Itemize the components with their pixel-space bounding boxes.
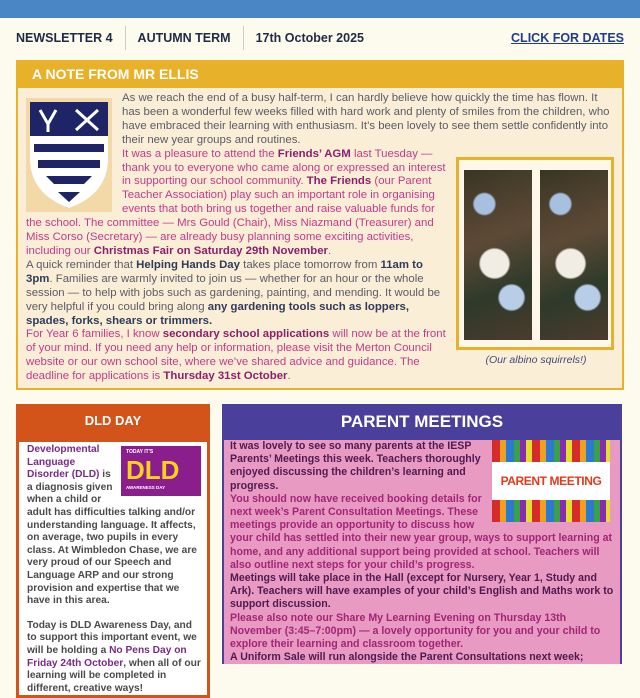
bold-text: any gardening tools such as loppers, spades, forks, shears or trimmers. xyxy=(26,300,410,327)
click-for-dates-link[interactable]: CLICK FOR DATES xyxy=(511,31,624,45)
badge-big-text: DLD xyxy=(126,455,180,486)
school-logo xyxy=(26,98,112,212)
pencils-graphic xyxy=(492,500,610,522)
paragraph xyxy=(230,572,616,612)
section-title: DLD DAY xyxy=(19,404,207,442)
head-note-section xyxy=(16,60,624,390)
parent-meetings-body xyxy=(224,440,620,664)
text: Please also note our Share My Learning Evening on Thursday 13th November (3:45–7:00pm) — a lovely opportunity for you and your child to explore their learning and classroom together. xyxy=(230,611,601,651)
paragraph xyxy=(230,612,616,652)
bold-text: Christmas Fair on Saturday 29th November xyxy=(93,244,328,257)
divider xyxy=(243,26,244,50)
parent-meetings-section xyxy=(222,404,622,664)
text: It was a pleasure to attend the xyxy=(122,147,278,160)
text: , when all of our learning will be completed in different, creative ways! xyxy=(27,657,201,694)
text: It was lovely to see so many parents at the IESP Parents’ Meetings this week. Teachers thoroughly enjoyed discussing the children’s learning and progress. xyxy=(230,440,481,492)
text: last Tuesday — thank you to everyone who came along or expressed an interest in supporting our school community. xyxy=(122,147,446,188)
bold-text: Friends’ AGM xyxy=(277,147,351,160)
image-text: PARENT MEETING xyxy=(500,474,602,489)
section-title: PARENT MEETINGS xyxy=(224,404,620,440)
paragraph xyxy=(27,620,201,696)
bold-text: Helping Hands Day xyxy=(136,258,240,271)
squirrel-photos xyxy=(456,157,616,369)
text: Today is DLD Awareness Day, and to support this important event, we will be holding a xyxy=(27,619,197,656)
section-title: A NOTE FROM MR ELLIS xyxy=(18,60,622,88)
dld-awareness-badge xyxy=(121,446,201,496)
text: . xyxy=(327,244,332,257)
text: You should now have received booking details for next week’s Parent Consultation Meetings. These meetings provide an opportunity to discuss how your child has settled into their new year group, ways to support learning at home, and any additional support being provided at school. Teachers will also outline next steps for your child’s progress. xyxy=(230,492,613,571)
top-bar xyxy=(0,0,640,18)
parent-meeting-image xyxy=(492,440,610,522)
bold-text: secondary school applications xyxy=(162,328,330,341)
badge-small-text: TODAY IT'S xyxy=(126,449,154,456)
dld-day-section xyxy=(16,404,210,698)
bold-text: 11am to 3pm xyxy=(26,258,423,285)
text: . xyxy=(287,370,291,383)
bold-text: Thursday 31st October xyxy=(163,370,288,383)
bold-text: Developmental Language Disorder (DLD) xyxy=(27,444,100,481)
text: A quick reminder that xyxy=(26,258,137,271)
bold-text: The Friends xyxy=(306,175,372,188)
text: is a diagnosis given when a child or adult has difficulties talking and/or understanding language. It affects, on average, two pupils in every class. At Wimbledon Chase, we are very proud of our Speech and Language ARP and our strong provision and expertise that we have in this area. xyxy=(27,469,197,607)
text: A Uniform Sale will run alongside the Parent Consultations next week; xyxy=(230,651,584,664)
pencils-graphic xyxy=(492,440,610,462)
note-body xyxy=(18,88,622,384)
text: takes place tomorrow from xyxy=(239,258,381,271)
content xyxy=(16,60,624,698)
squirrel-photo xyxy=(540,170,608,340)
text: will now be at the front of your mind. If you need any help or information, please visit the Merton Council website or our own school site, where we’ve shared advice and guidance. The deadline for applications is xyxy=(26,328,446,383)
text: . Families are warmly invited to join us — whether for an hour or the whole session — to help with jobs such as gardening, painting, and mending. It would be very helpful if you could bring along xyxy=(26,272,441,313)
text: For Year 6 families, I know xyxy=(26,328,163,341)
newsletter-number: NEWSLETTER 4 xyxy=(16,31,113,45)
lower-sections xyxy=(16,404,624,698)
bold-text: No Pens Day on Friday 24th October xyxy=(27,644,187,669)
text: (our Parent Teacher Association) play such an important role in organising events that both bring us together and raise valuable funds for the school. The committee — Mrs Gould (Chair), Miss Niazmand (Treasurer) and Miss Corso (Secretary) — are already busy planning some exciting activities, including our xyxy=(26,175,435,257)
badge-sub-text: AWARENESS DAY xyxy=(126,485,166,491)
photo-caption: (Our albino squirrels!) xyxy=(485,354,587,366)
newsletter-date: 17th October 2025 xyxy=(255,31,364,45)
squirrel-photo xyxy=(464,170,532,340)
dld-body xyxy=(19,442,207,695)
paragraph xyxy=(230,651,616,664)
text: As we reach the end of a busy half-term, I can hardly believe how quickly the time has flown. It has been a wonderful few weeks filled with hard work and plenty of smiles from the children, who have embraced their learning with enthusiasm. It’s been lovely to see them settle confidently into their new year groups and routines. xyxy=(122,92,610,146)
divider xyxy=(125,26,126,50)
paragraph xyxy=(26,92,616,148)
text: Meetings will take place in the Hall (except for Nursery, Year 1, Study and Ark). Teachers will have examples of your child’s English and Maths work to support discussion. xyxy=(230,572,614,611)
newsletter-header xyxy=(16,26,624,50)
term-label: AUTUMN TERM xyxy=(137,31,231,45)
